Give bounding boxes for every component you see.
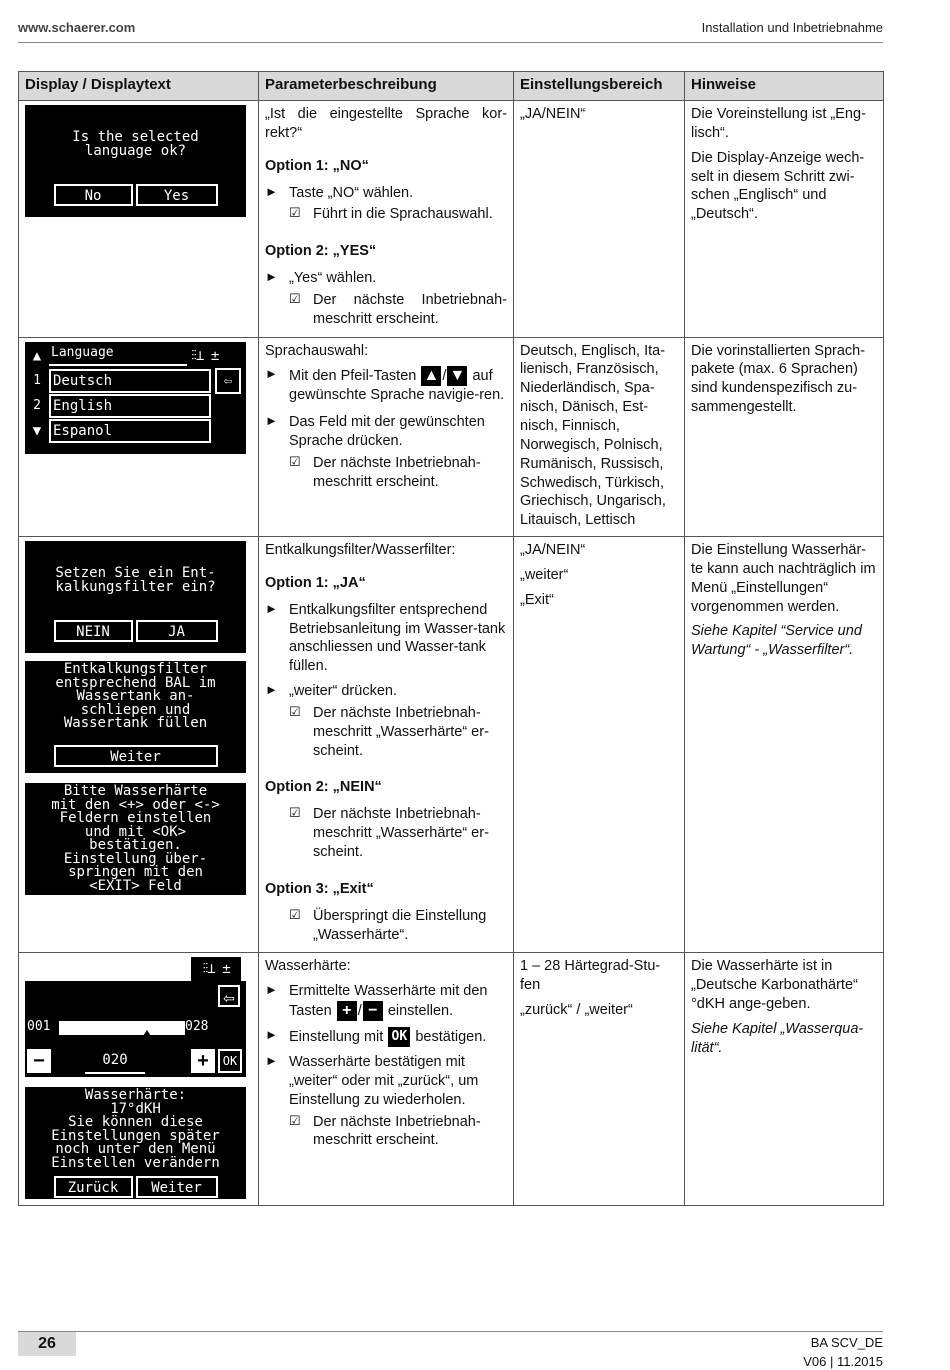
range-cell [514, 101, 685, 338]
col-header-range: Einstellungsbereich [514, 72, 685, 101]
range-text: „zurück“ / „weiter“ [520, 1002, 633, 1019]
col-header-notes: Hinweise [685, 72, 884, 101]
description-cell [259, 337, 514, 536]
note-reference: Siehe Kapitel “Service und Wartung“ - „Wasserfilter“. [691, 623, 862, 659]
lcd-text: Setzen Sie ein Ent- kalkungsfilter ein? [55, 565, 216, 595]
lcd-no-button: No [54, 184, 133, 206]
lcd-filter-instruction [25, 661, 246, 773]
arrow-down-key-icon: ▼ [447, 366, 467, 386]
result-text: ☑ Der nächste Inbetriebnah-meschritt erscheint. [265, 1113, 507, 1151]
step-text-a: Mit den Pfeil-Tasten [289, 368, 417, 385]
lcd-yes-button: Yes [136, 184, 218, 206]
lcd-yes-button: JA [136, 620, 218, 642]
lcd-number: 1 [33, 372, 41, 388]
lcd-minus-icon: − [27, 1049, 51, 1073]
range-text: Deutsch, Englisch, Ita-lienisch, Französisch, Niederländisch, Spa-nisch, Dänisch, Est-nisch, Finnisch, Norwegisch, Polnisch, Rumänisch, Russisch, Schwedisch, Türkisch, Griechisch, Ungarisch, Litauisch, Lettisch [520, 342, 666, 529]
lcd-next-button: Weiter [54, 745, 218, 767]
lcd-no-button: NEIN [54, 620, 133, 642]
option-title: Option 2: „NEIN“ [265, 779, 382, 796]
note-text: Die Einstellung Wasserhär-te kann auch nachträglich im Menü „Einstellungen“ vorgenommen werden. [691, 542, 876, 615]
lcd-number: 2 [33, 397, 41, 413]
note-text: Die Wasserhärte ist in „Deutsche Karbonathärte“ °dKH ange-geben. [691, 958, 858, 1013]
step-text: ► Entkalkungsfilter entsprechend Betriebsanleitung im Wasser-tank anschliessen und Wasser-tank füllen. [265, 601, 507, 676]
table-header-row [19, 72, 884, 101]
display-cell [19, 953, 259, 1206]
lcd-max-value: 028 [185, 1019, 209, 1035]
note-text: Die vorinstallierten Sprach-pakete (max. 6 Sprachen) sind kundenspezifisch zu-sammengestellt. [691, 342, 866, 416]
label-text: Entkalkungsfilter/Wasserfilter: [265, 542, 456, 559]
footer-document: BA SCV_DE [810, 1335, 883, 1350]
step-text-b: einstellen. [387, 1002, 454, 1019]
plus-key-icon: + [337, 1001, 357, 1021]
result-text: ☑ Der nächste Inbetriebnah-meschritt erscheint. [265, 454, 507, 492]
lcd-settings-icon: ⫶⫶⊥ ± [191, 348, 219, 364]
range-cell [514, 953, 685, 1206]
header-section: Installation und Inbetriebnahme [701, 20, 883, 35]
step-text-a: Ermittelte Wasserhärte mit den Tasten [289, 983, 488, 1019]
header-divider [18, 42, 883, 43]
ok-key-icon: OK [388, 1027, 410, 1047]
step-text-b: auf gewünschte Sprache navigie-ren. [289, 368, 505, 404]
display-cell [19, 337, 259, 536]
display-cell [19, 101, 259, 338]
table-row [19, 953, 884, 1206]
range-text: „JA/NEIN“ [520, 106, 586, 122]
step-text: ► „weiter“ drücken. [265, 682, 507, 701]
lcd-back-icon: ⇦ [218, 985, 240, 1007]
table-row [19, 337, 884, 536]
result-text: ☑ Überspringt die Einstellung „Wasserhärte“. [265, 907, 507, 945]
notes-cell [685, 337, 884, 536]
notes-cell [685, 953, 884, 1206]
lcd-hardness-setting [25, 957, 246, 1077]
range-cell [514, 337, 685, 536]
step-text: ► Das Feld mit der gewünschten Sprache drücken. [265, 413, 507, 451]
table-row [19, 537, 884, 953]
range-text: „Exit“ [520, 591, 554, 608]
lcd-down-arrow-icon: ▼ [32, 423, 42, 439]
option-title: Option 1: „NO“ [265, 157, 369, 174]
description-cell [259, 953, 514, 1206]
notes-cell [685, 537, 884, 953]
parameter-table [18, 71, 884, 1206]
lcd-language-confirm [25, 105, 246, 217]
result-text: ☑ Führt in die Sprachauswahl. [265, 205, 507, 224]
step-text-a: Einstellung mit [289, 1028, 384, 1045]
note-reference: Siehe Kapitel „Wasserqua-lität“. [691, 1020, 864, 1056]
lcd-current-value: 020 [85, 1051, 145, 1073]
header-website: www.schaerer.com [18, 20, 136, 35]
lcd-filter-question [25, 541, 246, 653]
step-text [265, 1027, 507, 1047]
arrow-up-key-icon: ▲ [421, 366, 441, 386]
lcd-up-arrow-icon: ▲ [32, 348, 42, 364]
lcd-text: Wasserhärte: 17°dKH Sie können diese Einstellungen später noch unter den Menü Einstellen verändern [51, 1087, 220, 1171]
page-number: 26 [18, 1332, 76, 1356]
step-text: ► Taste „NO“ wählen. [265, 184, 507, 203]
note-text: Die Voreinstellung ist „Eng-lisch“. [691, 106, 866, 141]
label-text: Sprachauswahl: [265, 342, 369, 359]
lcd-plus-icon: + [191, 1049, 215, 1073]
minus-key-icon: − [363, 1001, 383, 1021]
note-text: Die Display-Anzeige wech-selt in diesem Schritt zwi-schen „Englisch“ und „Deutsch“. [691, 149, 865, 223]
range-text: „JA/NEIN“ [520, 542, 586, 559]
step-text: ► Wasserhärte bestätigen mit „weiter“ oder mit „zurück“, um Einstellung zu wiederholen. [265, 1053, 507, 1110]
lcd-language-item: Espanol [49, 419, 211, 443]
result-text: ☑ Der nächste Inbetriebnah-meschritt „Wasserhärte“ er-scheint. [265, 704, 507, 761]
lcd-next-button: Weiter [136, 1176, 218, 1198]
option-title: Option 1: „JA“ [265, 574, 366, 591]
col-header-description: Parameterbeschreibung [259, 72, 514, 101]
lcd-language-item: English [49, 394, 211, 418]
label-text: Wasserhärte: [265, 958, 351, 975]
lcd-text: Bitte Wasserhärte mit den <+> oder <-> Feldern einstellen und mit <OK> bestätigen. Einstellung über- springen mit den <EXIT> Feld [51, 783, 220, 894]
lcd-text: Entkalkungsfilter entsprechend BAL im Wassertank an- schliepen und Wassertank füllen [55, 661, 216, 732]
step-text: ► Mit den Pfeil-Tasten ▲ / ▼ auf gewünschte Sprache navigie-ren. [265, 366, 507, 405]
lcd-back-button: Zurück [54, 1176, 133, 1198]
result-text: ☑ Der nächste Inbetriebnah-meschritt erscheint. [265, 291, 507, 329]
footer-divider [18, 1331, 883, 1332]
description-cell [259, 101, 514, 338]
footer-version: V06 | 11.2015 [803, 1354, 883, 1369]
notes-cell [685, 101, 884, 338]
range-text: „weiter“ [520, 566, 569, 583]
lcd-hardness-instruction [25, 783, 246, 895]
display-cell [19, 537, 259, 953]
option-title: Option 2: „YES“ [265, 243, 377, 260]
step-text-b: bestätigen. [415, 1028, 487, 1045]
description-cell [259, 537, 514, 953]
lcd-min-value: 001 [27, 1019, 51, 1035]
table-row [19, 101, 884, 338]
lcd-text: Is the selected language ok? [72, 129, 199, 159]
step-text: ► „Yes“ wählen. [265, 269, 507, 288]
lcd-language-select [25, 342, 246, 454]
result-text: ☑ Der nächste Inbetriebnah-meschritt „Wasserhärte“ er-scheint. [265, 805, 507, 862]
range-cell [514, 537, 685, 953]
lcd-back-icon: ⇦ [215, 368, 241, 394]
lcd-title: Language [49, 346, 187, 366]
lcd-hardness-summary [25, 1087, 246, 1199]
lcd-language-item: Deutsch [49, 369, 211, 393]
option-title: Option 3: „Exit“ [265, 880, 374, 897]
question-text: „Ist die eingestellte Sprache kor-rekt?“ [265, 106, 507, 141]
col-header-display: Display / Displaytext [19, 72, 259, 101]
step-text: ► Ermittelte Wasserhärte mit den Tasten + / − einstellen. [265, 982, 507, 1021]
lcd-slider-thumb [143, 1030, 151, 1036]
lcd-ok-icon: OK [218, 1049, 242, 1073]
lcd-slider-track [59, 1021, 185, 1035]
lcd-settings-icon: ⫶⫶⊥ ± [191, 957, 241, 981]
range-text: 1 – 28 Härtegrad-Stu-fen [520, 958, 661, 994]
